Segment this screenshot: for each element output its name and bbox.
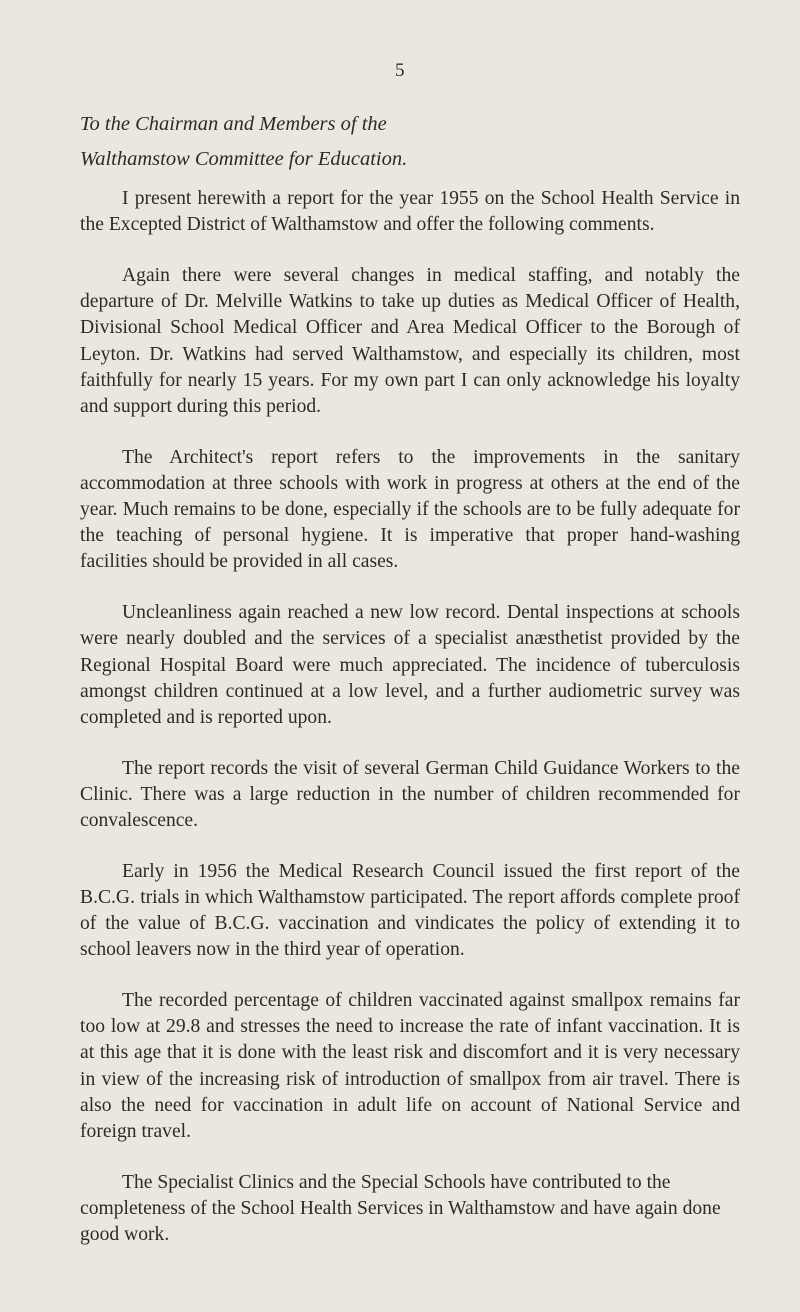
- paragraph-bcg-trials: Early in 1956 the Medical Research Council issued the first report of the B.C.G. trials in which Walthamstow participated. The report affords complete proof of the value of B.C.G. vaccination and vindicates the policy of extending it to school leavers now in the third year of operation.: [80, 860, 740, 961]
- paragraph-smallpox-vaccination: The recorded percentage of children vaccinated against smallpox remains far too low at 29.8 and stresses the need to increase the rate of infant vaccination. It is at this age that it is done with the least risk and discomfort and it is very necessary in view of the increasing risk of introduction of smallpox from air travel. There is also the need for vaccination in adult life on account of National Service and foreign travel.: [80, 990, 740, 1143]
- salutation-line-1: To the Chairman and Members of the: [80, 113, 387, 135]
- salutation-line-2: Walthamstow Committee for Education.: [80, 148, 408, 170]
- paragraph-introduction: I present herewith a report for the year 1955 on the School Health Service in the Excepted District of Walthamstow and offer the following comments.: [80, 188, 740, 236]
- paragraph-specialist-clinics: The Specialist Clinics and the Special Schools have contributed to the completeness of the School Health Services in Walthamstow and have again done good work.: [80, 1171, 721, 1246]
- page-number: 5: [395, 60, 405, 81]
- report-body: [80, 186, 740, 1273]
- paragraph-child-guidance: The report records the visit of several German Child Guidance Workers to the Clinic. There was a large reduction in the number of children recommended for convalescence.: [80, 757, 740, 832]
- paragraph-uncleanliness-dental: Uncleanliness again reached a new low record. Dental inspections at schools were nearly doubled and the services of a specialist anæsthetist provided by the Regional Hospital Board were much appreciated. The incidence of tuberculosis amongst children continued at a low level, and a further audiometric survey was completed and is reported upon.: [80, 602, 740, 728]
- paragraph-medical-staffing: Again there were several changes in medical staffing, and notably the departure of Dr. Melville Watkins to take up duties as Medical Officer of Health, Divisional School Medical Officer and Area Medical Officer to the Borough of Leyton. Dr. Watkins had served Walthamstow, and especially its children, most faithfully for nearly 15 years. For my own part I can only acknowledge his loyalty and support during this period.: [80, 264, 740, 417]
- paragraph-sanitary-accommodation: The Architect's report refers to the improvements in the sanitary accommodation at three schools with work in progress at others at the end of the year. Much remains to be done, especially if the schools are to be fully adequate for the teaching of personal hygiene. It is imperative that proper hand-washing facilities should be provided in all cases.: [80, 446, 740, 573]
